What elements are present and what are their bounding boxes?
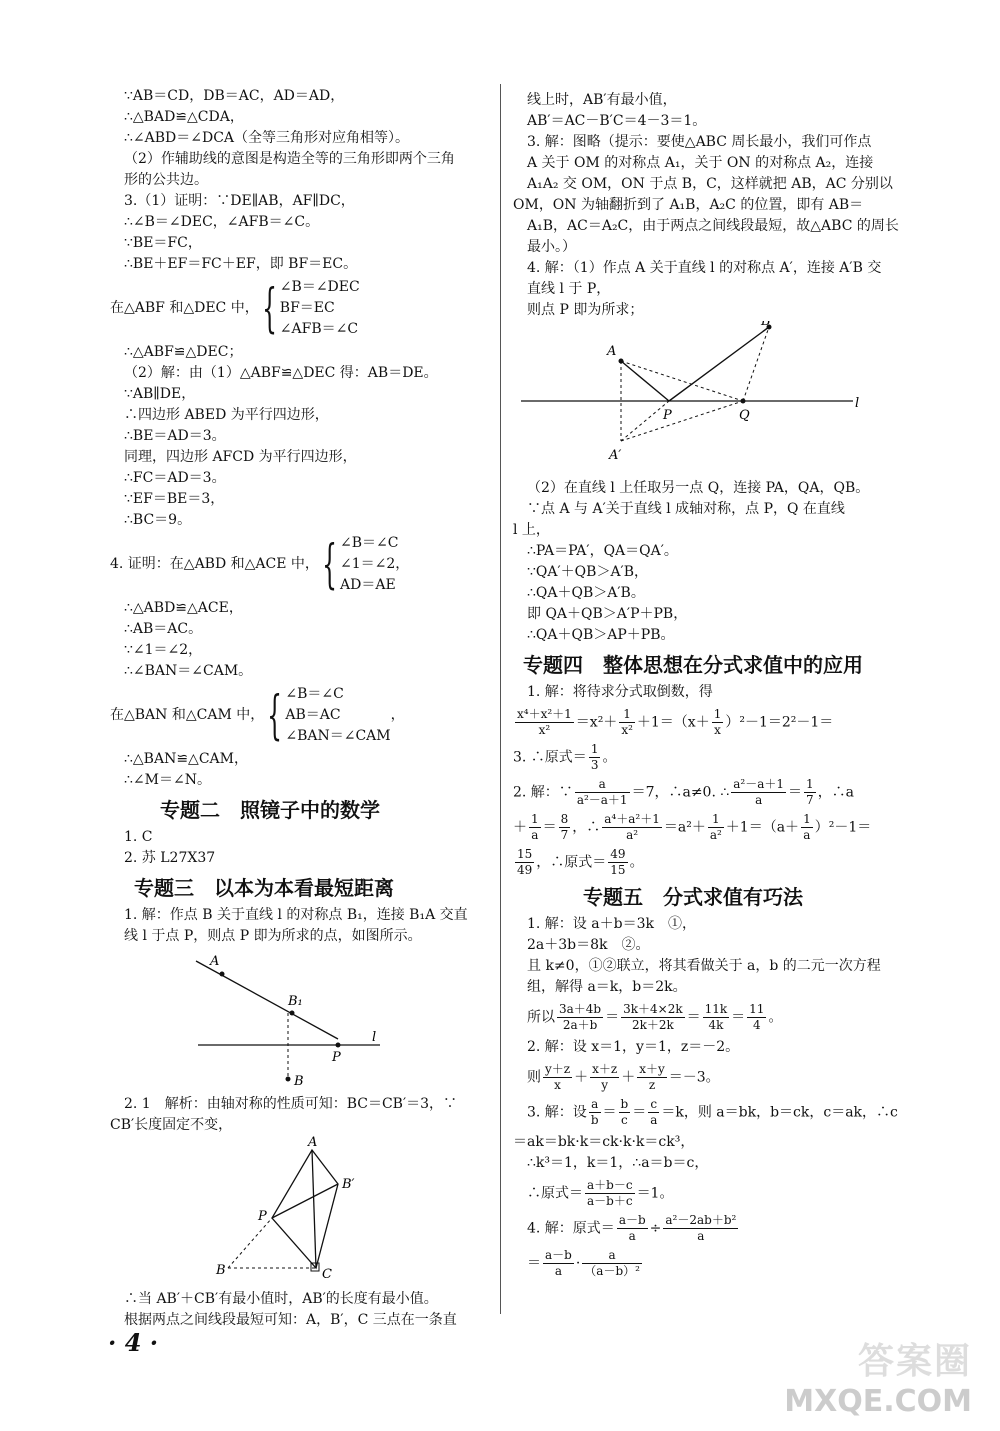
section-heading-5: 专题五 分式求值有巧法	[583, 885, 803, 909]
fraction-numerator: 1	[590, 742, 599, 756]
figure-shortest-path	[513, 321, 905, 471]
label-b1: B₁	[288, 994, 303, 1009]
system-condition: ∠BAN＝∠CAM	[285, 728, 391, 744]
fraction-numerator: a²－a＋1	[733, 777, 785, 791]
system-condition: ∠1＝∠2，	[340, 556, 410, 572]
math-row	[513, 1062, 905, 1093]
fraction-denominator: 7	[806, 793, 814, 807]
fraction-numerator: 8	[560, 812, 569, 826]
text-line: ∵AB∥DE，	[124, 386, 196, 402]
text-line: ∵EF＝BE＝3，	[124, 491, 225, 507]
fraction-numerator: x⁴＋x²＋1	[517, 707, 572, 721]
math-row	[513, 777, 905, 808]
label-b: B	[216, 1263, 226, 1278]
fraction-numerator: a	[575, 777, 630, 793]
text-line: ∴∠BAN＝∠CAM。	[124, 663, 253, 679]
fraction-denominator: a	[628, 1229, 636, 1243]
math-row	[513, 847, 905, 878]
math-text: 。	[629, 854, 644, 871]
fraction-denominator: y	[601, 1078, 609, 1092]
equation-system-3	[110, 684, 490, 747]
text-line: ∵AB＝CD，DB＝AC，AD＝AD，	[124, 88, 345, 104]
system-condition: ∠B＝∠DEC	[279, 279, 360, 295]
label-q: Q	[739, 408, 750, 423]
fraction-numerator: 1	[803, 812, 811, 826]
fraction-denominator: a	[650, 1113, 658, 1127]
math-text: 2. 解：∵	[513, 784, 573, 801]
math-text: ＋1＝（x＋	[636, 714, 710, 731]
label-p: P	[663, 408, 672, 423]
text-line: 同理，四边形 AFCD 为平行四边形，	[124, 449, 357, 465]
fraction-numerator: 1	[531, 812, 539, 826]
fraction-denominator: a²	[709, 828, 722, 842]
fraction-numerator: y＋z	[545, 1062, 571, 1076]
math-text: ·	[575, 1255, 581, 1272]
math-text: 3. ∴原式＝	[513, 749, 587, 766]
math-text: 3. 解：设	[527, 1104, 587, 1121]
fraction-numerator: 3k＋4×2k	[623, 1002, 683, 1016]
math-text: ＋	[574, 1069, 589, 1086]
text-line: l 上，	[513, 522, 550, 538]
fraction-numerator: a＋b－c	[587, 1178, 633, 1192]
fraction-denominator: b	[590, 1113, 599, 1127]
text-line: ∴△BAD≌△CDA，	[124, 109, 244, 125]
watermark-url: MXQE.COM	[784, 1384, 972, 1419]
math-row	[513, 812, 905, 843]
brace-icon: {	[322, 534, 337, 595]
fraction-denominator: a²	[626, 828, 639, 842]
section-heading-3: 专题三 以本为本看最短距离	[134, 876, 394, 900]
fraction-denominator: 4	[752, 1018, 761, 1032]
text-line: ∴BE＋EF＝FC＋EF，即 BF＝EC。	[124, 256, 358, 272]
math-text: ＝	[686, 1009, 701, 1026]
system-condition: ∠AFB＝∠C	[279, 321, 359, 337]
label-a-prime: A′	[609, 448, 622, 463]
text-line: 直线 l 于 P，	[527, 281, 611, 297]
text-line: 4. 解：（1）作点 A 关于直线 l 的对称点 A′，连接 A′B 交	[527, 260, 882, 276]
fraction-denominator: a²－a＋1	[576, 793, 628, 807]
text-line: AB′＝AC－B′C＝4－3＝1。	[527, 113, 707, 129]
math-text: 4. 解：原式＝	[527, 1220, 615, 1237]
text-line: ∴BE＝AD＝3。	[124, 428, 226, 444]
math-text: ∴原式＝	[527, 1185, 583, 1202]
fraction-denominator: a	[803, 828, 811, 842]
label-p: P	[258, 1209, 267, 1224]
fraction-numerator: x＋z	[592, 1062, 618, 1076]
fraction-numerator: b	[620, 1097, 629, 1111]
left-column	[110, 86, 490, 1331]
text-line: 线上时，AB′有最小值，	[527, 92, 677, 108]
label-l: l	[855, 396, 860, 411]
fraction-denominator: 2a＋b	[562, 1018, 598, 1032]
fraction-denominator: a－b＋c	[587, 1194, 633, 1208]
text-line: ∴△ABD≌△ACE，	[124, 600, 243, 616]
fraction-denominator: 49	[517, 863, 533, 877]
fraction-denominator: a	[531, 828, 539, 842]
section-heading-4: 专题四 整体思想在分式求值中的应用	[523, 653, 863, 677]
text-line: 3.（1）证明：∵DE∥AB，AF∥DC，	[124, 193, 355, 209]
fraction-denominator: 2k＋2k	[631, 1018, 674, 1032]
text-line: 1. 解：将待求分式取倒数，得	[527, 684, 713, 700]
text-line: 1. C	[124, 829, 153, 845]
math-text: 。	[602, 749, 617, 766]
text-line: 且 k≠0，①②联立，将其看做关于 a，b 的二元一次方程	[527, 958, 881, 974]
math-text: ＝	[632, 1104, 647, 1121]
math-text: ＋1＝（a＋	[725, 819, 800, 836]
math-text: ，∴a	[817, 784, 855, 801]
brace-icon: {	[261, 278, 277, 339]
fraction-numerator: a	[589, 1097, 601, 1113]
fraction-numerator: a	[582, 1248, 642, 1264]
system-condition: ∠B＝∠C	[340, 535, 399, 551]
math-text: 所以	[527, 1009, 555, 1026]
text-line: ∴PA＝PA′，QA＝QA′。	[527, 543, 678, 559]
fraction-denominator: c	[620, 1113, 628, 1127]
label-b-prime: B′	[342, 1177, 355, 1192]
text-line: （2）作辅助线的意图是构造全等的三角形即两个三角	[124, 151, 455, 167]
math-text: ＝	[788, 784, 803, 801]
text-line: ∴QA＋QB＞A′B。	[527, 585, 645, 601]
figure-triangle	[110, 1136, 490, 1282]
text-line: CB′长度固定不变，	[110, 1117, 233, 1133]
label-p: P	[332, 1050, 341, 1065]
fraction-numerator: 15	[517, 847, 533, 861]
text-line: 形的公共边。	[124, 172, 208, 188]
fraction-numerator: 1	[619, 707, 635, 723]
math-text: ＝1。	[636, 1185, 674, 1202]
text-line: ∵∠1＝∠2，	[124, 642, 203, 658]
text-line: ∴FC＝AD＝3。	[124, 470, 226, 486]
fraction-numerator: a－b	[545, 1248, 572, 1262]
fraction-numerator: 11k	[704, 1002, 728, 1016]
text-line: ∴BC＝9。	[124, 512, 192, 528]
text-line: 3. 解：图略（提示：要使△ABC 周长最小，我们可作点	[527, 134, 872, 150]
text-line: ∴△BAN≌△CAM，	[124, 751, 248, 767]
text-line: ＝ak＝bk·k＝ck·k·k＝ck³，	[513, 1134, 695, 1150]
text-line: ∵BE＝FC，	[124, 235, 202, 251]
text-line: ∵点 A 与 A′关于直线 l 成轴对称，点 P，Q 在直线	[527, 501, 845, 517]
figure-reflection-line	[110, 947, 490, 1087]
math-text: ）²－1＝2²－1＝	[725, 714, 834, 731]
fraction-numerator: x＋y	[639, 1062, 665, 1076]
math-text: ＝k，则 a＝bk，b＝ck，c＝ak，∴c	[661, 1104, 898, 1121]
text-line: ∴k³＝1，k＝1，∴a＝b＝c，	[527, 1155, 709, 1171]
text-line: 组，解得 a＝k，b＝2k。	[527, 979, 687, 995]
fraction-denominator: a	[554, 1264, 562, 1278]
math-text: ＝x²＋	[575, 714, 618, 731]
fraction-numerator: a²－2ab＋b²	[665, 1213, 737, 1227]
system-prefix: 在△ABF 和△DEC 中，	[110, 300, 259, 316]
math-row	[513, 742, 905, 773]
fraction-denominator: x²	[538, 723, 551, 737]
text-line: ∴∠M＝∠N。	[124, 772, 211, 788]
fraction-numerator: 3a＋4b	[559, 1002, 602, 1016]
fraction-denominator: 3	[590, 758, 599, 772]
section-heading-2: 专题二 照镜子中的数学	[160, 798, 380, 822]
fraction-denominator: a	[755, 793, 763, 807]
fraction-numerator: 1	[708, 812, 724, 828]
text-line: （2）解：由（1）△ABF≌△DEC 得：AB＝DE。	[124, 365, 438, 381]
text-line: 2. 1 解析：由轴对称的性质可知：BC＝CB′＝3，∵	[124, 1096, 458, 1112]
fraction-numerator: 11	[749, 1002, 765, 1016]
math-text: ，∴	[572, 819, 601, 836]
text-line: A 关于 OM 的对称点 A₁，关于 ON 的对称点 A₂，连接	[527, 155, 874, 171]
system-prefix: 4. 证明：在△ABD 和△ACE 中，	[110, 556, 319, 572]
math-text: 。	[768, 1009, 783, 1026]
fraction-numerator: c	[648, 1097, 659, 1113]
text-line: 2. 解：设 x＝1，y＝1，z＝－2。	[527, 1039, 740, 1055]
fraction-numerator: 1	[713, 707, 722, 721]
text-line: 1. 解：设 a＋b＝3k ①，	[527, 916, 696, 932]
text-line: ∴四边形 ABED 为平行四边形，	[124, 407, 329, 423]
math-text: ＝	[731, 1009, 746, 1026]
system-trail: ，	[390, 707, 405, 723]
label-a: A	[607, 344, 617, 359]
text-line: ∴当 AB′＋CB′有最小值时，AB′的长度有最小值。	[124, 1291, 438, 1307]
math-text: ＝	[542, 819, 557, 836]
math-text: ＝	[605, 1009, 620, 1026]
text-line: 即 QA＋QB＞A′P＋PB，	[527, 606, 688, 622]
fraction-denominator: a	[697, 1229, 705, 1243]
math-text: ＝	[527, 1255, 541, 1272]
math-text: ）²－1＝	[814, 819, 872, 836]
math-row	[513, 1213, 905, 1244]
page-number: · 4 ·	[108, 1328, 159, 1357]
fraction-denominator: z	[648, 1078, 656, 1092]
label-b: B	[294, 1074, 304, 1087]
fraction-denominator: 4k	[708, 1018, 724, 1032]
equation-system-1	[110, 277, 490, 340]
text-line: ∴△ABF≌△DEC；	[124, 344, 243, 360]
text-line: 2a＋3b＝8k ②。	[527, 937, 650, 953]
math-row	[513, 707, 905, 738]
fraction-denominator: 15	[610, 863, 626, 877]
column-divider	[500, 84, 501, 1314]
text-line: （2）在直线 l 上任取另一点 Q，连接 PA，QA，QB。	[527, 480, 870, 496]
fraction-numerator: 49	[610, 847, 626, 861]
fraction-denominator: 7	[560, 828, 569, 842]
fraction-numerator: 1	[806, 777, 814, 791]
text-line: 根据两点之间线段最短可知：A，B′，C 三点在一条直	[124, 1312, 457, 1328]
math-row	[513, 1248, 905, 1279]
label-a: A	[308, 1136, 318, 1150]
system-condition: AD＝AE	[340, 577, 396, 593]
math-text: ＝	[602, 1104, 617, 1121]
math-text: ＝a²＋	[663, 819, 706, 836]
text-line: ∵QA′＋QB＞A′B，	[527, 564, 649, 580]
fraction-numerator: a⁴＋a²＋1	[604, 812, 660, 826]
label-l: l	[372, 1030, 377, 1045]
text-line: ∴QA＋QB＞AP＋PB。	[527, 627, 675, 643]
equation-system-2	[110, 533, 490, 596]
math-text: ＝7，∴a≠0. ∴	[631, 784, 730, 801]
watermark	[784, 1333, 972, 1419]
text-line: 线 l 于点 P，则点 P 即为所求的点，如图所示。	[124, 928, 422, 944]
text-line: 2. 苏 L27X37	[124, 850, 216, 866]
watermark-logo: 答案圈	[857, 1341, 972, 1382]
math-row	[513, 1097, 905, 1128]
text-line: A₁A₂ 交 OM，ON 于点 B，C，这样就把 AB，AC 分别以	[527, 176, 893, 192]
math-text: ＝－3。	[668, 1069, 720, 1086]
math-text: 则	[527, 1069, 541, 1086]
text-line: ∴AB＝AC。	[124, 621, 203, 637]
text-line: A₁B，AC＝A₂C，由于两点之间线段最短，故△ABC 的周长	[527, 218, 899, 234]
brace-icon: {	[267, 685, 283, 746]
text-line: ∴∠B＝∠DEC，∠AFB＝∠C。	[124, 214, 320, 230]
system-condition: ∠B＝∠C	[285, 686, 344, 702]
fraction-denominator: x²	[621, 723, 633, 737]
math-text: ＋	[621, 1069, 636, 1086]
text-line: 1. 解：作点 B 关于直线 l 的对称点 B₁，连接 B₁A 交直	[124, 907, 468, 923]
fraction-denominator: x	[714, 723, 721, 737]
math-text: ，∴原式＝	[536, 854, 607, 871]
text-line: 最小。）	[527, 239, 576, 255]
system-prefix: 在△BAN 和△CAM 中，	[110, 707, 265, 723]
math-row	[513, 1002, 905, 1033]
math-text: ＋	[513, 819, 527, 836]
fraction-numerator: a－b	[618, 1213, 646, 1227]
fraction-denominator: （a－b）²	[584, 1264, 640, 1278]
math-row	[513, 1178, 905, 1209]
system-condition: AB＝AC	[285, 707, 341, 723]
right-column	[513, 90, 905, 1283]
text-line: OM，ON 为轴翻折到了 A₁B，A₂C 的位置，即有 AB＝	[513, 197, 864, 213]
fraction-denominator: x	[554, 1078, 561, 1092]
text-line: ∴∠ABD＝∠DCA（全等三角形对应角相等）。	[124, 130, 410, 146]
label-c: C	[322, 1267, 332, 1282]
system-condition: BF＝EC	[279, 300, 335, 316]
label-a: A	[210, 954, 220, 969]
text-line: 则点 P 即为所求；	[527, 302, 644, 318]
label-b: B	[761, 321, 771, 329]
math-text: ÷	[649, 1220, 662, 1237]
